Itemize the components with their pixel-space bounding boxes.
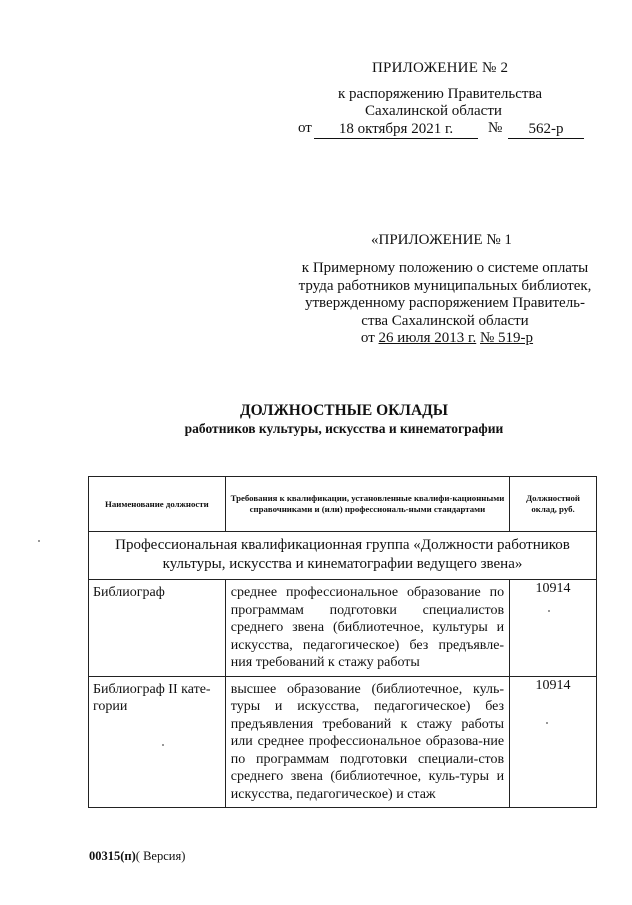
- appendix2-title: ПРИЛОЖЕНИЕ № 2: [372, 60, 509, 76]
- requirements-cell: среднее профессиональное образование по программам подготовки специалистов среднего звена (библиотечное, культуры и искусства, педагогическое) без предъявле-ния требований к стажу работы: [225, 580, 509, 677]
- appendix1-date-line: [280, 330, 610, 348]
- header-position: Наименование должности: [89, 477, 226, 532]
- order-number: 562-р: [508, 120, 584, 139]
- number-sign: №: [488, 120, 503, 136]
- header-requirements: Требования к квалификации, установленные квалифи-кационными справочниками и (или) профессиональ-ными стандартами: [225, 477, 509, 532]
- order-date: 18 октября 2021 г.: [314, 120, 478, 139]
- qualification-group: Профессиональная квалификационная группа «Должности работников культуры, искусства и кинематографии ведущего звена»: [89, 532, 597, 580]
- table-row: [89, 676, 597, 808]
- appendix1-date: 26 июля 2013 г.: [378, 330, 477, 346]
- salary-table: [88, 476, 597, 808]
- document-title: ДОЛЖНОСТНЫЕ ОКЛАДЫ: [239, 402, 449, 419]
- salary-cell: 10914: [510, 580, 597, 677]
- document-code: 00315(п): [89, 849, 136, 863]
- group-row: [89, 532, 597, 580]
- appendix1-line: утвержденному распоряжением Правитель-: [304, 295, 586, 311]
- scan-speck: [548, 610, 550, 612]
- scan-speck: [546, 722, 548, 724]
- table-row: [89, 580, 597, 677]
- appendix1-line: труда работников муниципальных библиотек,: [298, 277, 592, 294]
- from-label: от: [298, 120, 312, 136]
- appendix1-from-label: от: [360, 330, 375, 346]
- requirements-cell: высшее образование (библиотечное, куль-туры и искусства, педагогическое) без предъявления требований к стажу работы или среднее профессиональное образова-ние по программам подготовки специали-стов среднего звена (библиотечное, куль-туры и искусства, педагогическое) и стаж: [225, 676, 509, 808]
- table-header-row: [89, 477, 597, 532]
- position-cell: Библиограф: [89, 580, 226, 677]
- document-subtitle: работников культуры, искусства и кинематографии: [184, 421, 504, 436]
- footer-code: [89, 849, 185, 864]
- appendix1-line: ства Сахалинской области: [361, 312, 529, 329]
- salary-cell: 10914: [510, 676, 597, 808]
- appendix2-date-number-row: [298, 120, 588, 142]
- appendix1-number: № 519-р: [480, 330, 534, 346]
- appendix1-text: [280, 260, 610, 348]
- header-salary: Должностной оклад, руб.: [510, 477, 597, 532]
- document-version: ( Версия): [135, 849, 186, 863]
- appendix1-title: «ПРИЛОЖЕНИЕ № 1: [371, 232, 512, 248]
- position-cell: Библиограф II кате-гории: [89, 676, 226, 808]
- appendix1-line: к Примерному положению о системе оплаты: [301, 260, 589, 276]
- scan-speck: [38, 540, 40, 542]
- appendix2-to-order: к распоряжению Правительства: [338, 86, 543, 102]
- scan-speck: [162, 744, 164, 746]
- appendix2-region: Сахалинской области: [365, 103, 502, 119]
